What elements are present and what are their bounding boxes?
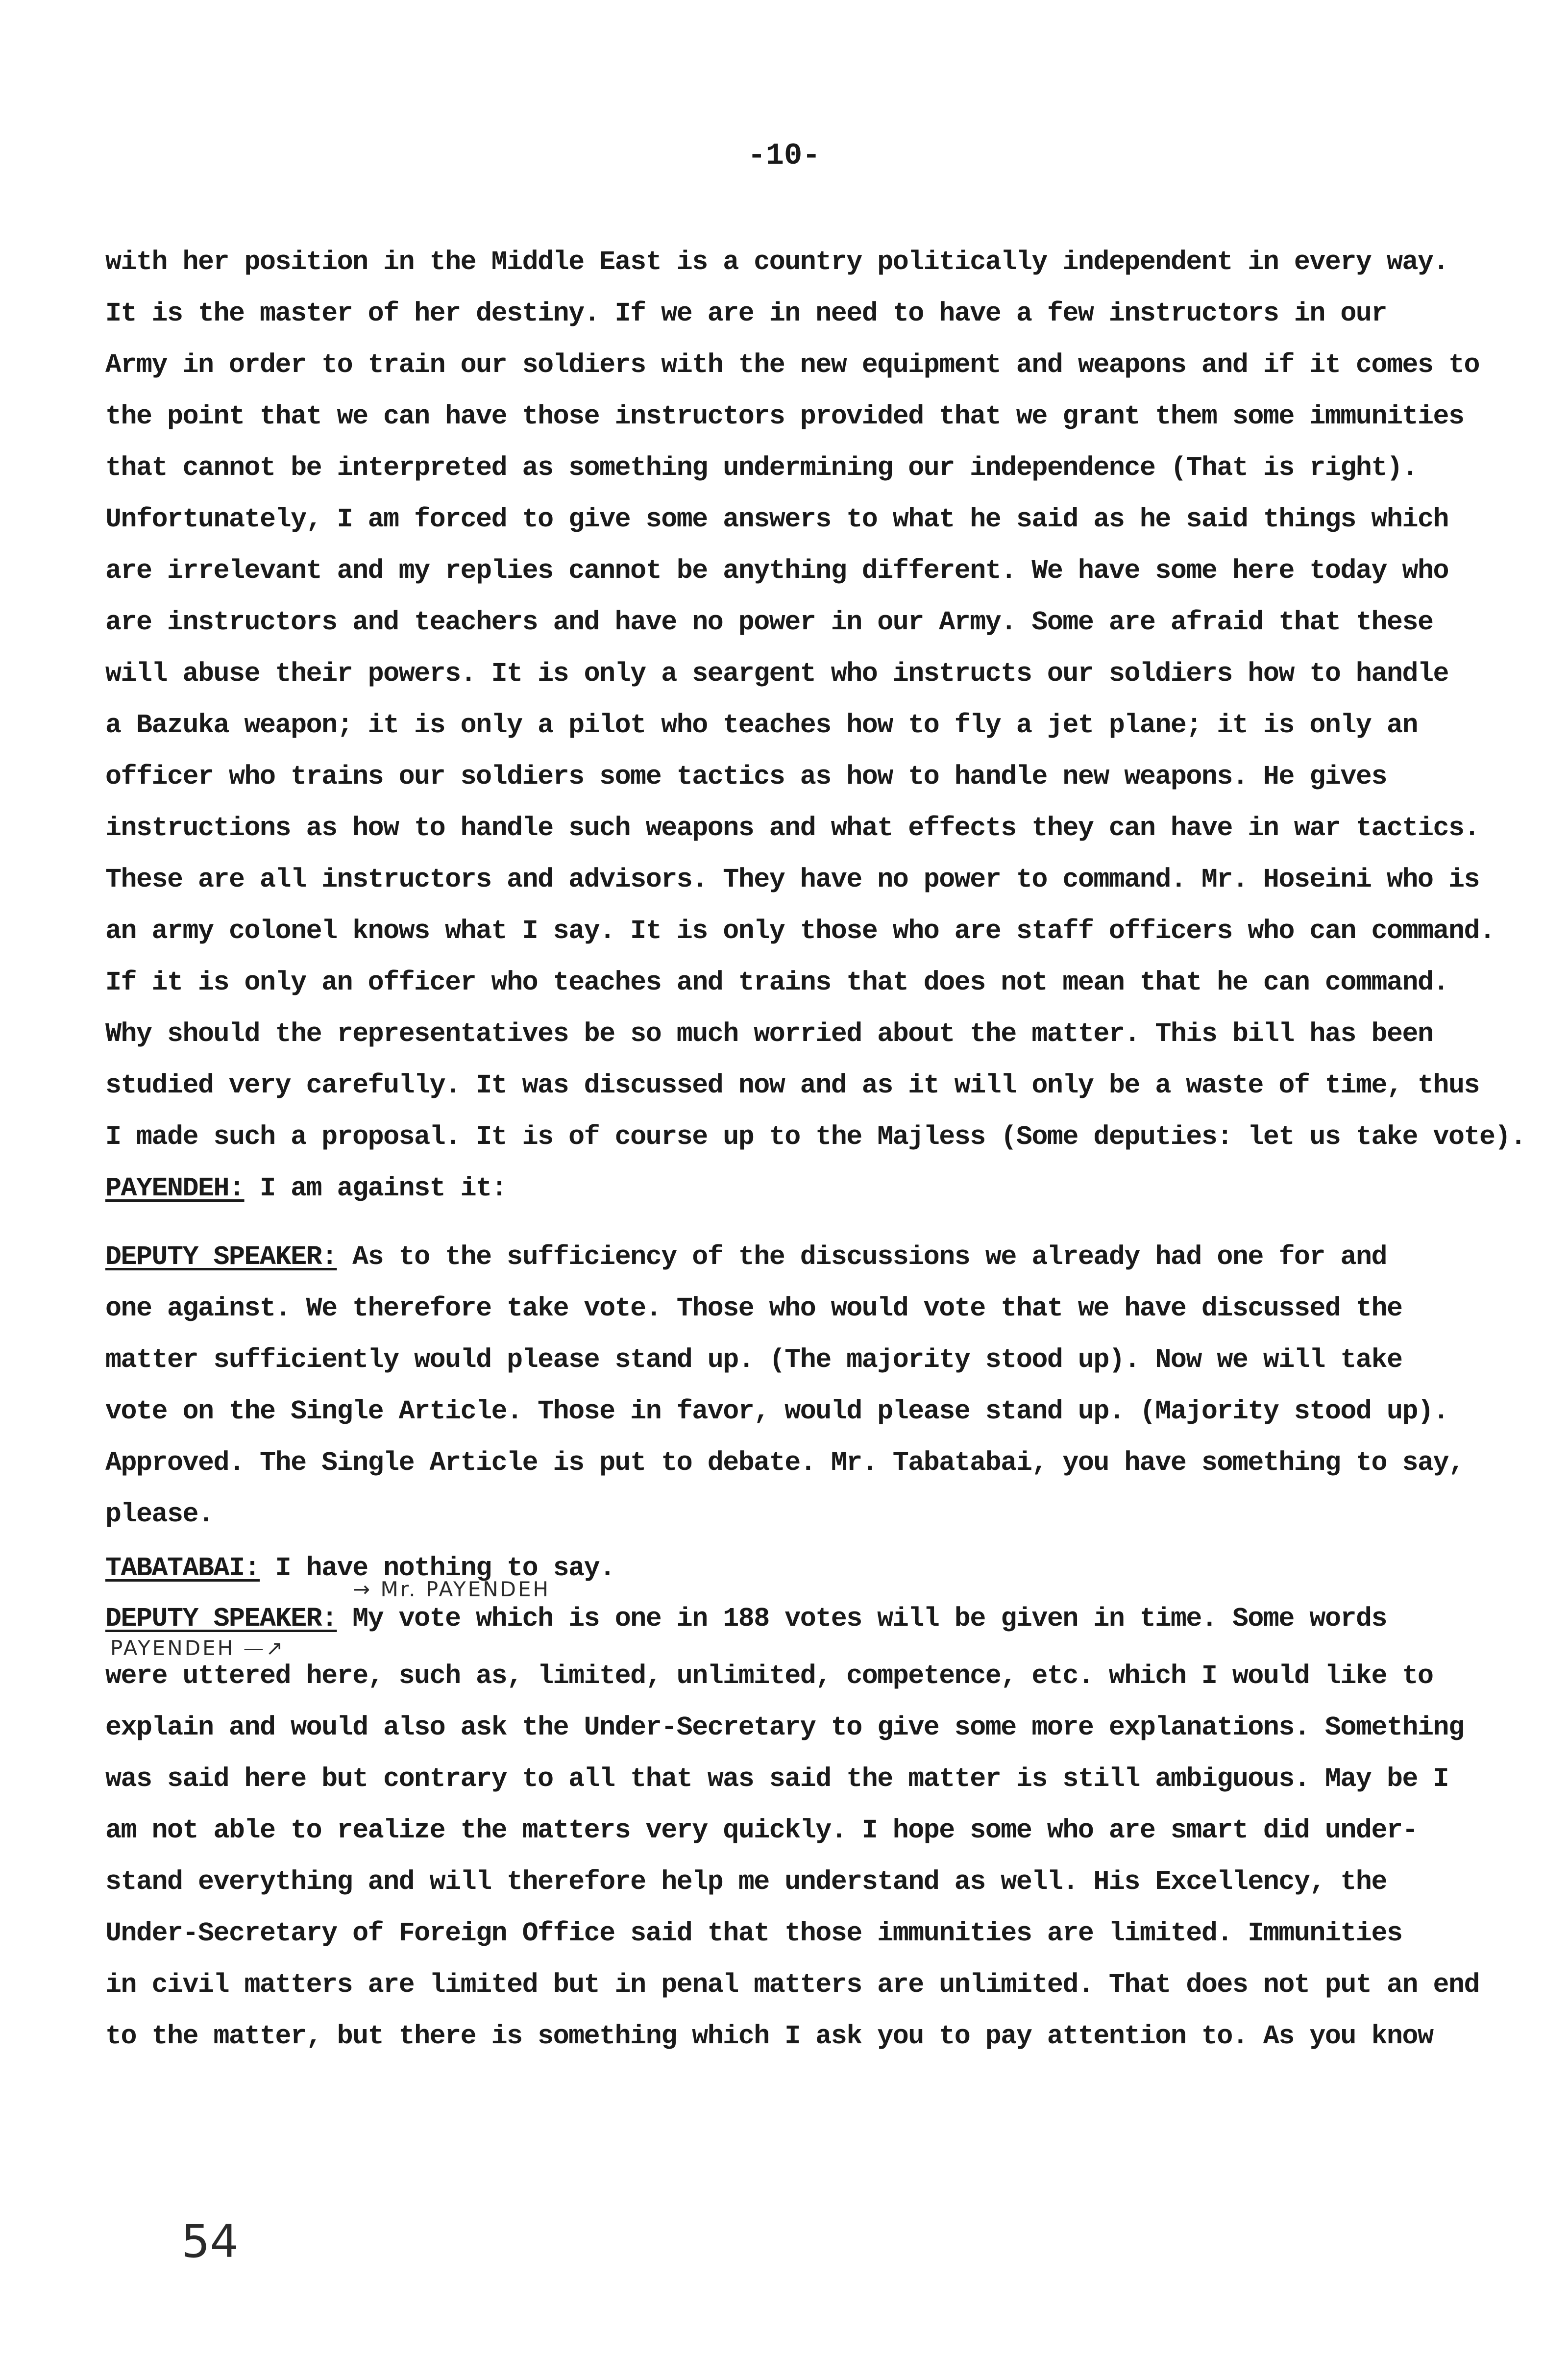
text-line-15: If it is only an officer who teaches and trains that does not mean that he can command.	[105, 967, 1448, 998]
speaker-line-deputy-speaker-2	[105, 1602, 1387, 1636]
folio-number: 54	[181, 2215, 239, 2268]
text-line-22: matter sufficiently would please stand up. (The majority stood up). Now we will take	[105, 1344, 1402, 1375]
text-line-25: please.	[105, 1499, 214, 1530]
text-line-13: These are all instructors and advisors. They have no power to command. Mr. Hoseini who is	[105, 864, 1479, 895]
speaker-text: As to the sufficiency of the discussions we already had one for and	[337, 1241, 1387, 1272]
text-line-18: I made such a proposal. It is of course up to the Majless (Some deputies: let us take vote).	[105, 1121, 1526, 1152]
text-line-34: in civil matters are limited but in penal matters are unlimited. That does not put an end	[105, 1969, 1479, 2000]
text-line-4: the point that we can have those instructors provided that we grant them some immunities	[105, 401, 1464, 432]
handwritten-note-payendeh: PAYENDEH —↗	[110, 1636, 285, 1660]
page-number: -10-	[747, 138, 821, 173]
text-line-32: stand everything and will therefore help me understand as well. His Excellency, the	[105, 1866, 1387, 1897]
text-line-28: were uttered here, such as, limited, unlimited, competence, etc. which I would like to	[105, 1661, 1433, 1691]
text-line-6: Unfortunately, I am forced to give some answers to what he said as he said things which	[105, 504, 1448, 535]
text-line-24: Approved. The Single Article is put to debate. Mr. Tabatabai, you have something to say,	[105, 1447, 1464, 1478]
text-line-23: vote on the Single Article. Those in favor, would please stand up. (Majority stood up).	[105, 1396, 1448, 1427]
text-line-3: Army in order to train our soldiers with the new equipment and weapons and if it comes to	[105, 349, 1479, 380]
speaker-text: My vote which is one in 188 votes will be given in time. Some words	[337, 1603, 1387, 1634]
speaker-line-payendeh	[105, 1171, 507, 1206]
speaker-label: PAYENDEH:	[105, 1173, 245, 1204]
speaker-label: DEPUTY SPEAKER:	[105, 1241, 337, 1272]
speaker-text: I am against it:	[244, 1173, 507, 1204]
text-line-16: Why should the representatives be so much worried about the matter. This bill has been	[105, 1018, 1433, 1049]
text-line-8: are instructors and teachers and have no power in our Army. Some are afraid that these	[105, 607, 1433, 638]
text-line-11: officer who trains our soldiers some tactics as how to handle new weapons. He gives	[105, 761, 1387, 792]
text-line-7: are irrelevant and my replies cannot be anything different. We have some here today who	[105, 555, 1448, 586]
text-line-35: to the matter, but there is something which I ask you to pay attention to. As you know	[105, 2021, 1433, 2052]
handwritten-note-mr-payendeh: → Mr. PAYENDEH	[353, 1577, 551, 1601]
speaker-text: I have nothing to say.	[260, 1553, 615, 1584]
speaker-label: DEPUTY SPEAKER:	[105, 1603, 337, 1634]
text-line-21: one against. We therefore take vote. Those who would vote that we have discussed the	[105, 1293, 1402, 1324]
text-line-5: that cannot be interpreted as something undermining our independence (That is right).	[105, 452, 1418, 483]
text-line-17: studied very carefully. It was discussed now and as it will only be a waste of time, thus	[105, 1070, 1479, 1101]
text-line-30: was said here but contrary to all that was said the matter is still ambiguous. May be I	[105, 1763, 1448, 1794]
text-line-1: with her position in the Middle East is a country politically independent in every way.	[105, 247, 1448, 277]
text-line-9: will abuse their powers. It is only a seargent who instructs our soldiers how to handle	[105, 658, 1448, 689]
speaker-line-deputy-speaker-1	[105, 1240, 1387, 1274]
text-line-29: explain and would also ask the Under-Secretary to give some more explanations. Something	[105, 1712, 1464, 1743]
text-line-31: am not able to realize the matters very quickly. I hope some who are smart did under-	[105, 1815, 1418, 1846]
text-line-12: instructions as how to handle such weapons and what effects they can have in war tactics.	[105, 813, 1479, 843]
text-line-10: a Bazuka weapon; it is only a pilot who teaches how to fly a jet plane; it is only an	[105, 710, 1418, 741]
text-line-2: It is the master of her destiny. If we are in need to have a few instructors in our	[105, 298, 1387, 329]
speaker-label: TABATABAI:	[105, 1553, 260, 1584]
text-line-33: Under-Secretary of Foreign Office said that those immunities are limited. Immunities	[105, 1918, 1402, 1949]
text-line-14: an army colonel knows what I say. It is only those who are staff officers who can command.	[105, 916, 1495, 946]
